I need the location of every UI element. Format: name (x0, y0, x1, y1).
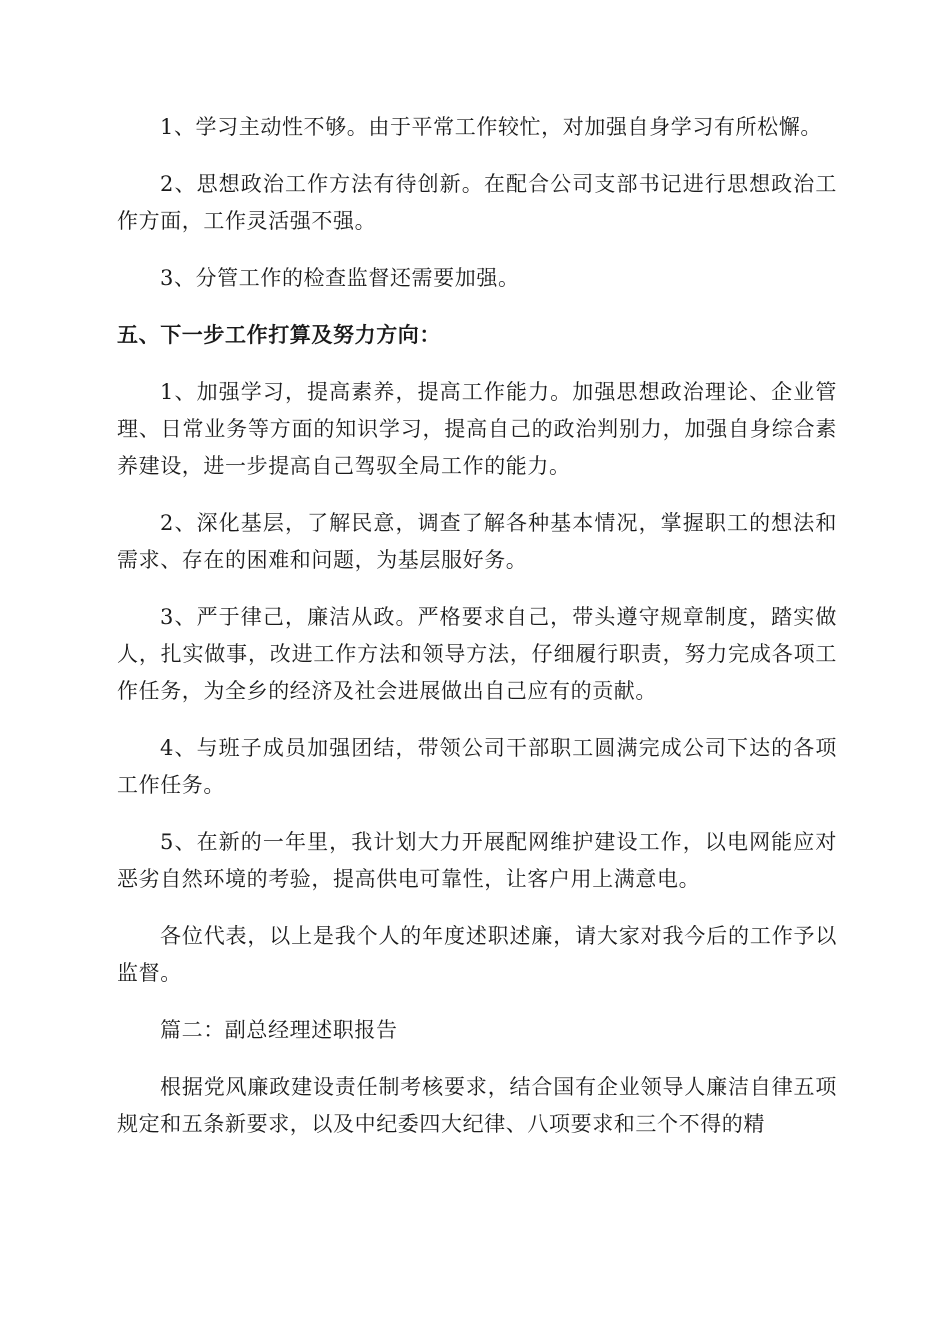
paragraph-plan-1: 1、加强学习，提高素养，提高工作能力。加强思想政治理论、企业管理、日常业务等方面的知识学习，提高自己的政治判别力，加强自身综合素养建设，进一步提高自己驾驭全局工作的能力。 (117, 380, 837, 478)
paragraph-shortcoming-2: 2、思想政治工作方法有待创新。在配合公司支部书记进行思想政治工作方面，工作灵活强不强。 (117, 172, 837, 233)
paragraph-closing: 各位代表，以上是我个人的年度述职述廉，请大家对我今后的工作予以监督。 (117, 924, 837, 985)
section-heading-next-steps: 五、下一步工作打算及努力方向： (117, 323, 441, 347)
paragraph-plan-2: 2、深化基层，了解民意，调查了解各种基本情况，掌握职工的想法和需求、存在的困难和问题，为基层服好务。 (117, 511, 837, 572)
paragraph-plan-5: 5、在新的一年里，我计划大力开展配网维护建设工作，以电网能应对恶劣自然环境的考验，提高供电可靠性，让客户用上满意电。 (117, 830, 837, 891)
paragraph-shortcoming-3: 3、分管工作的检查监督还需要加强。 (160, 266, 520, 290)
paragraph-plan-4: 4、与班子成员加强团结，带领公司干部职工圆满完成公司下达的各项工作任务。 (117, 736, 837, 797)
article-two-title: 篇二：副总经理述职报告 (160, 1018, 398, 1042)
paragraph-plan-3: 3、严于律己，廉洁从政。严格要求自己，带头遵守规章制度，踏实做人，扎实做事，改进工作方法和领导方法，仔细履行职责，努力完成各项工作任务，为全乡的经济及社会进展做出自己应有的贡献。 (117, 605, 837, 703)
document-body (117, 109, 837, 1143)
paragraph-shortcoming-1: 1、学习主动性不够。由于平常工作较忙，对加强自身学习有所松懈。 (160, 115, 822, 139)
paragraph-article-two-intro: 根据党风廉政建设责任制考核要求，结合国有企业领导人廉洁自律五项规定和五条新要求，以及中纪委四大纪律、八项要求和三个不得的精 (117, 1075, 837, 1136)
